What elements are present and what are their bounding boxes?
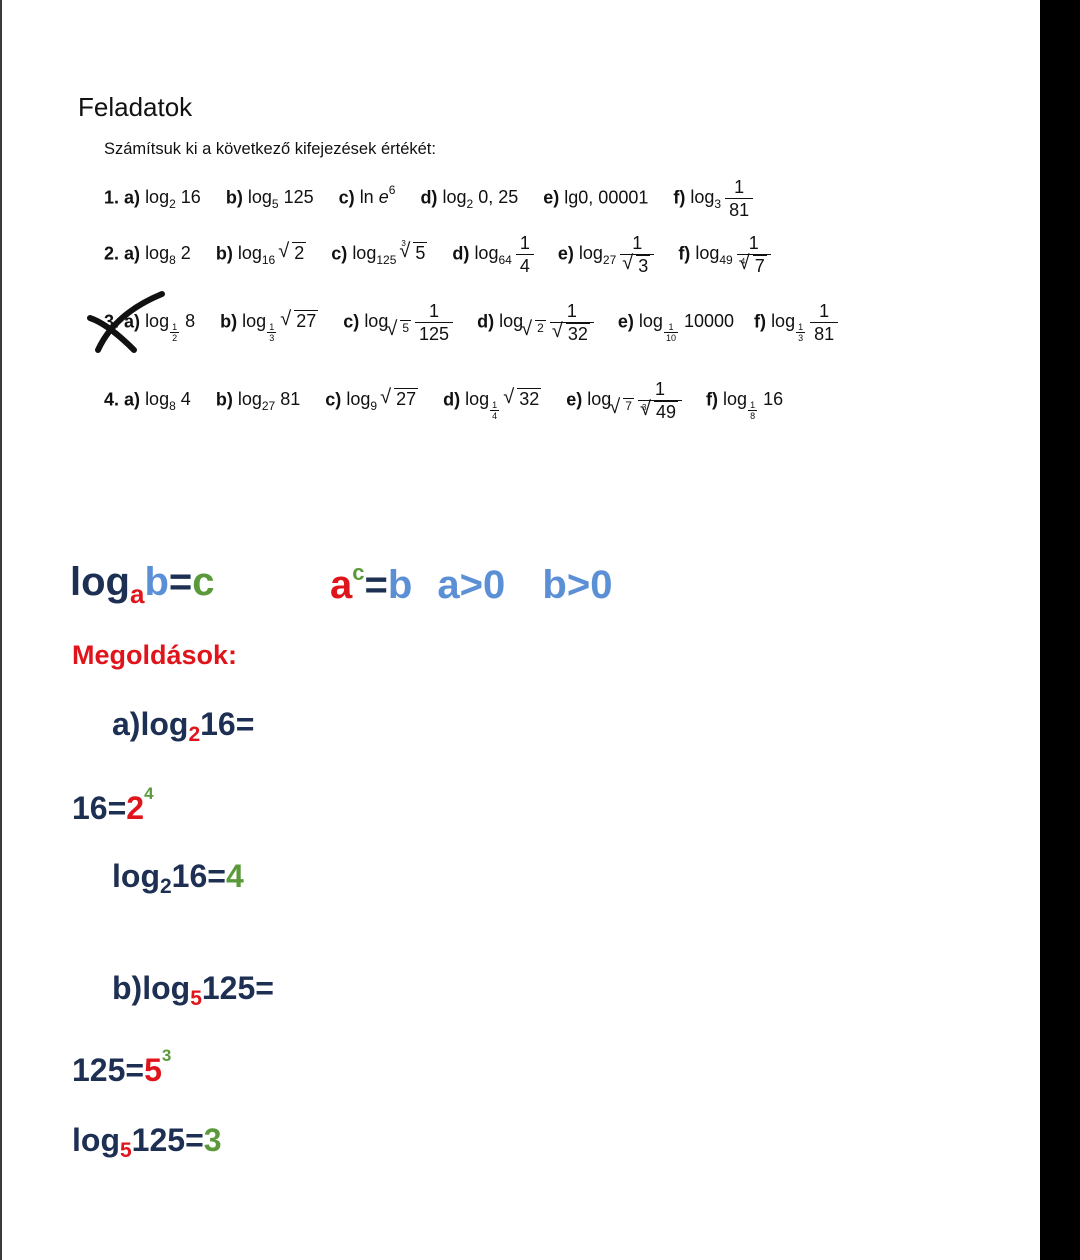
task-intro: Számítsuk ki a következő kifejezések értékét: (104, 140, 436, 158)
expr-4f: log $\frac{1}{8}$ 16 (723, 389, 784, 422)
problem-number: 2. (104, 243, 120, 264)
log-definition: $\log_ab=c$ (70, 560, 215, 609)
solution-a-exponent-form: $16=2^4$ (72, 784, 154, 826)
condition-b: b>0 (542, 563, 613, 607)
expr-3b: log $\frac{1}{3}$ √ 27 (242, 311, 318, 331)
expr-2f: $\log_{49}$ 1 √ 4 7 (695, 243, 774, 263)
expr-2a: $\log_8 2$ (145, 243, 191, 268)
condition-a: a>0 (437, 563, 506, 607)
solution-b-header: b)log5125= (112, 970, 274, 1010)
solutions-title: Megoldások: (72, 640, 238, 670)
page-heading: Feladatok (78, 92, 193, 122)
expr-4e: log√ $_7$ 1 √ 3 49 (587, 389, 686, 409)
solution-a-result: log216=4 (112, 858, 244, 898)
expr-2e: $\log_{27}$ 1 √ 3 (579, 243, 658, 263)
expr-1c: $\ln e^6$ (359, 183, 396, 208)
solution-a-header: a)log216= (112, 706, 255, 746)
solution-b-result: log5125=3 (72, 1122, 222, 1162)
expr-4a: $\log_8 4$ (145, 389, 191, 414)
expr-1f: $\log_3$ $\frac{1}{81}$ (690, 187, 757, 207)
expr-4b: $\log_{27} 81$ (237, 389, 301, 414)
expr-1b: $\log_5 125$ (247, 187, 314, 212)
problem-number: 1. (104, 187, 120, 208)
problem-number: 4. (104, 389, 120, 410)
expr-2c: $\log_{125}$ √ 3 5 (352, 243, 427, 263)
solution-b-exponent-form: $125=5^3$ (72, 1046, 172, 1088)
expr-4d: log $\frac{1}{4}$ √ 32 (465, 389, 541, 409)
expr-3c: log√ $_5$ $\frac{1}{125}$ (364, 311, 457, 331)
expr-1d: $\log_2 0$, 25 (442, 187, 519, 212)
problem-row-1: 1. a) $\log_2 16$ b) $\log_5 125$ c) $\ln e^6$ d) $\log_2 0$, 25 e) lg0, 00001 f) $\log_3$ $\frac{1}{81}$ (104, 176, 757, 221)
expr-3d: log√ $_2$ 1 √ 32 (499, 311, 598, 331)
cross-out-mark-icon (84, 288, 170, 360)
expr-1a: $\log_2 16$ (145, 187, 201, 212)
expr-2b: $\log_{16}$ √ 2 (238, 243, 306, 263)
expr-1e: lg0, 00001 (564, 187, 649, 208)
expr-3f: log $\frac{1}{3}$ $\frac{1}{81}$ (771, 311, 842, 331)
problem-row-4: 4. a) $\log_8 4$ b) $\log_{27} 81$ c) $\log_9$ √ 27 d) log $\frac{1}{4}$ √ 32 e) log√ $_7$ 1 √ 3 49 f) log $\frac{1}{8}$ 16 (104, 378, 783, 423)
expr-2d: $\log_{64}$ $\frac{1}{4}$ (474, 243, 537, 263)
expr-4c: $\log_9$ √ 27 (346, 389, 418, 409)
exponential-form: $a^c=b$ a>0 b>0 (330, 560, 613, 607)
problem-number: 3. (104, 311, 120, 332)
page-left-edge (0, 0, 2, 1260)
problem-row-3: 3. a) log $\frac{1}{2}$ 8 b) log $\frac{1}{3}$ √ 27 c) log√ $_5$ $\frac{1}{125}$ d) log√ $_2$ 1 √ 32 e) log $\frac{1}{10}$ 10000 f) log $\frac{1}{3}$ $\frac{1}{81}$ (104, 300, 842, 345)
problem-row-2: 2. a) $\log_8 2$ b) $\log_{16}$ √ 2 c) $\log_{125}$ √ 3 5 d) $\log_{64}$ $\frac{1}{4}$ e) $\log_{27}$ 1 √ 3 f) $\log_{49}$ 1 √ 4 7 (104, 232, 775, 277)
expr-3e: log $\frac{1}{10}$ 10000 (638, 311, 735, 344)
expr-3a: log $\frac{1}{2}$ 8 (145, 311, 196, 344)
